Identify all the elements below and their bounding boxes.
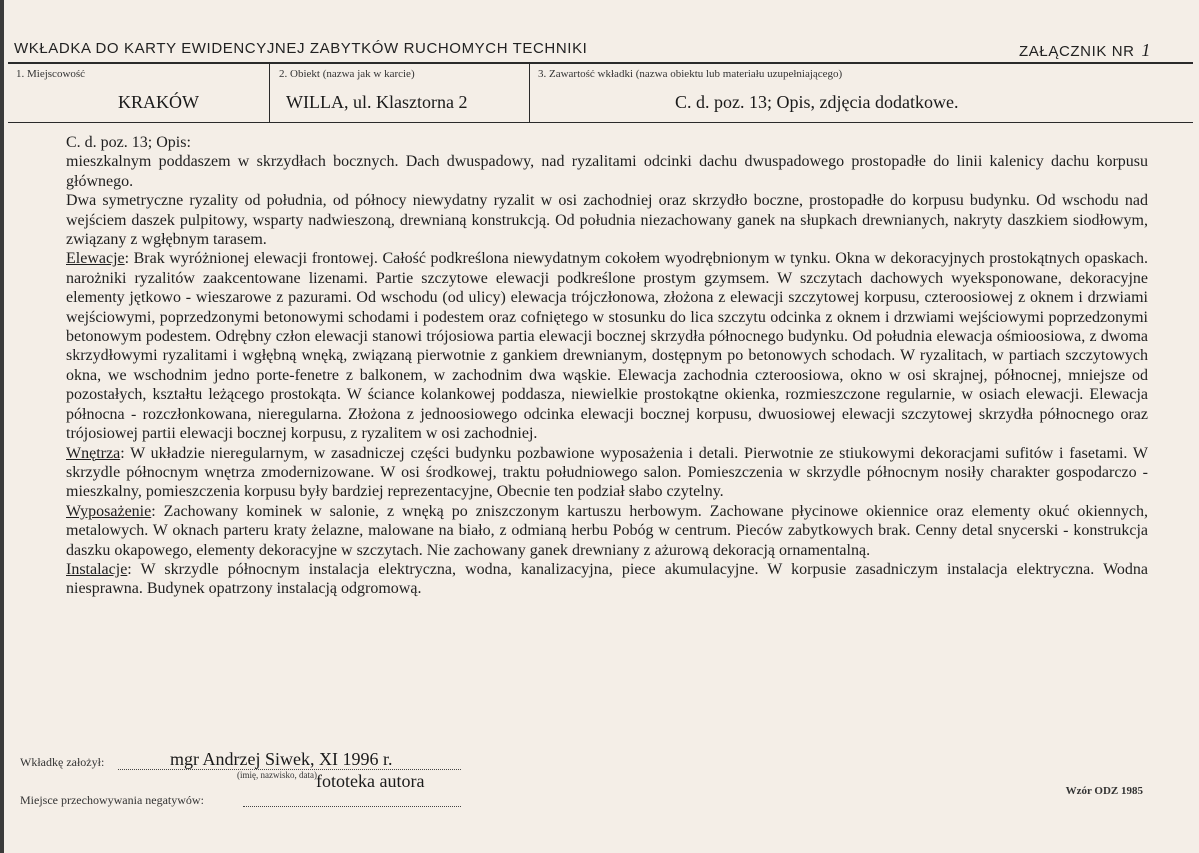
paragraph-roof: mieszkalnym poddaszem w skrzydłach bocznych. Dach dwuspadowy, nad ryzalitami odcinki dachu dwuspadowego prostopadłe do linii kalenicy dachu korpusu głównego. [66, 153, 1148, 190]
negatives-label: Miejsce przechowywania negatywów: [20, 793, 204, 807]
section-text-interiors: : W układzie nieregularnym, w zasadniczej części budynku pozbawione wyposażenia i detali. Pierwotnie ze stiukowymi dekoracjami sufitów i fasetami. W skrzydle północnym wnętrza zmodernizowane. W osi środkowej, traktu południowego salon. Pomieszczenia w skrzydle północnym nosiły charakter gospodarczo - mieszkalny, pomieszczenia korpusu były bardziej reprezentacyjne, Obecnie ten podział słabo czytelny. [66, 444, 1148, 501]
fields-bottom-rule [8, 122, 1193, 123]
paragraph-furnishings [66, 502, 1148, 560]
field-label-object: 2. Obiekt (nazwa jak w karcie) [279, 68, 415, 80]
field-value-contents: C. d. poz. 13; Opis, zdjęcia dodatkowe. [675, 92, 959, 112]
section-label-furnishings: Wyposażenie [66, 502, 152, 520]
annex-label: ZAŁĄCZNIK NR [1019, 43, 1135, 60]
paragraph-layout: Dwa symetryczne ryzality od południa, od północy niewydatny ryzalit w osi zachodniej oraz skrzydło boczne, prostopadłe do korpusu budynku. Od wschodu nad wejściem daszek pulpitowy, wsparty nadwieszoną, drewnianą konstrukcją. Od południa niezachowany ganek na słupkach drewnianych, nakryty daszkiem siodłowym, związany z wgłębnym tarasem. [66, 192, 1148, 249]
field-value-object: WILLA, ul. Klasztorna 2 [286, 92, 468, 112]
author-note: (imię, nazwisko, data) [237, 770, 317, 780]
field-label-contents: 3. Zawartość wkładki (nazwa obiektu lub materiału uzupełniającego) [538, 68, 843, 80]
field-value-locality: KRAKÓW [118, 92, 199, 112]
negatives-value: fototeka autora [316, 771, 425, 791]
paragraph-interiors [66, 444, 1148, 502]
field-label-locality: 1. Miejscowość [16, 68, 86, 80]
header-rule [8, 62, 1193, 64]
section-text-installations: : W skrzydle północnym instalacja elektryczna, wodna, kanalizacyjna, piece akumulacyjne. W korpusie zasadniczym instalacja elektryczna. Wodna niesprawna. Budynek opatrzony instalacją odgromową. [66, 560, 1148, 598]
section-label-interiors: Wnętrza [66, 444, 121, 462]
annex-number: 1 [1141, 40, 1151, 60]
field-divider-2 [529, 64, 530, 122]
author-value: mgr Andrzej Siwek, XI 1996 r. [170, 749, 393, 769]
form-title: WKŁADKA DO KARTY EWIDENCYJNEJ ZABYTKÓW RUCHOMYCH TECHNIKI [14, 40, 588, 57]
description-text [66, 133, 1148, 599]
field-divider-1 [269, 64, 270, 122]
negatives-line [243, 806, 461, 807]
card-edge [0, 0, 4, 853]
section-label-elevations: Elewacje [66, 250, 125, 268]
section-text-furnishings: : Zachowany kominek w salonie, z wnęką po zniszczonym kartuszu herbowym. Zachowane płycinowe okiennice oraz elementy okuć okiennych, metalowych. W oknach parteru kraty żelazne, malowane na biało, z odmianą herbu Pobóg w centrum. Pieców zabytkowych brak. Cenny detal snycerski - konstrukcja daszku okapowego, elementy dekoracyjne w szczytach. Nie zachowany ganek drewniany z ażurową dekoracją ornamentalną. [66, 502, 1148, 559]
form-template-label: Wzór ODZ 1985 [1065, 785, 1143, 797]
annex-label-group [1019, 40, 1151, 61]
description-heading: C. d. poz. 13; Opis: [66, 134, 191, 151]
section-text-elevations: : Brak wyróżnionej elewacji frontowej. Całość podkreślona niewydatnym cokołem wyodrębnionym w tynku. Okna w dekoracyjnych prostokątnych opaskach. narożniki ryzalitów zaakcentowane lizenami. Partie szczytowe elewacji podkreślone prostym gzymsem. W szczytach dachowych wyeksponowane, dekoracyjne elementy jętkowo - wieszarowe z pazurami. Od wschodu (od ulicy) elewacja trójczłonowa, złożona z elewacji szczytowej korpusu, czteroosiowej z oknem i drzwiami wejściowymi, poprzedzonymi betonowymi schodami i podestem oraz cofniętego w stosunku do lica szczytu odcinka z oknem i drzwiami wejściowymi poprzedzonymi betonowym podestem. Odrębny człon elewacji stanowi trójosiowa partia elewacji bocznej skrzydła północnego budynku. Od południa elewacja ośmioosiowa, z dwoma skrzydłowymi ryzalitami i wgłębną wnęką, związaną pierwotnie z gankiem drewnianym, dostępnym po betonowych schodach. W ryzalitach, w partiach szczytowych okna, we wschodnim jedno porte-fenetre z balkonem, w zachodnim dwa wąskie. Elewacja zachodnia czteroosiowa, okno w osi skrajnej, północnej, mniejsze od pozostałych, kształtu leżącego prostokąta. W ściance kolankowej poddasza, niewielkie prostokątne okienka, rozmieszczone regularnie, w osiach elewacji. Elewacja północna - rozczłonkowana, nieregularna. Złożona z jednoosiowego odcinka elewacji bocznej korpusu, dwuosiowej elewacji szczytowej skrzydła północnego oraz trójosiowej partii elewacji bocznej korpusu, z ryzalitem w osi zachodniej. [66, 250, 1148, 443]
paragraph-elevations [66, 249, 1148, 443]
author-label: Wkładkę założył: [20, 755, 105, 769]
section-label-installations: Instalacje [66, 560, 128, 578]
paragraph-installations [66, 560, 1148, 599]
